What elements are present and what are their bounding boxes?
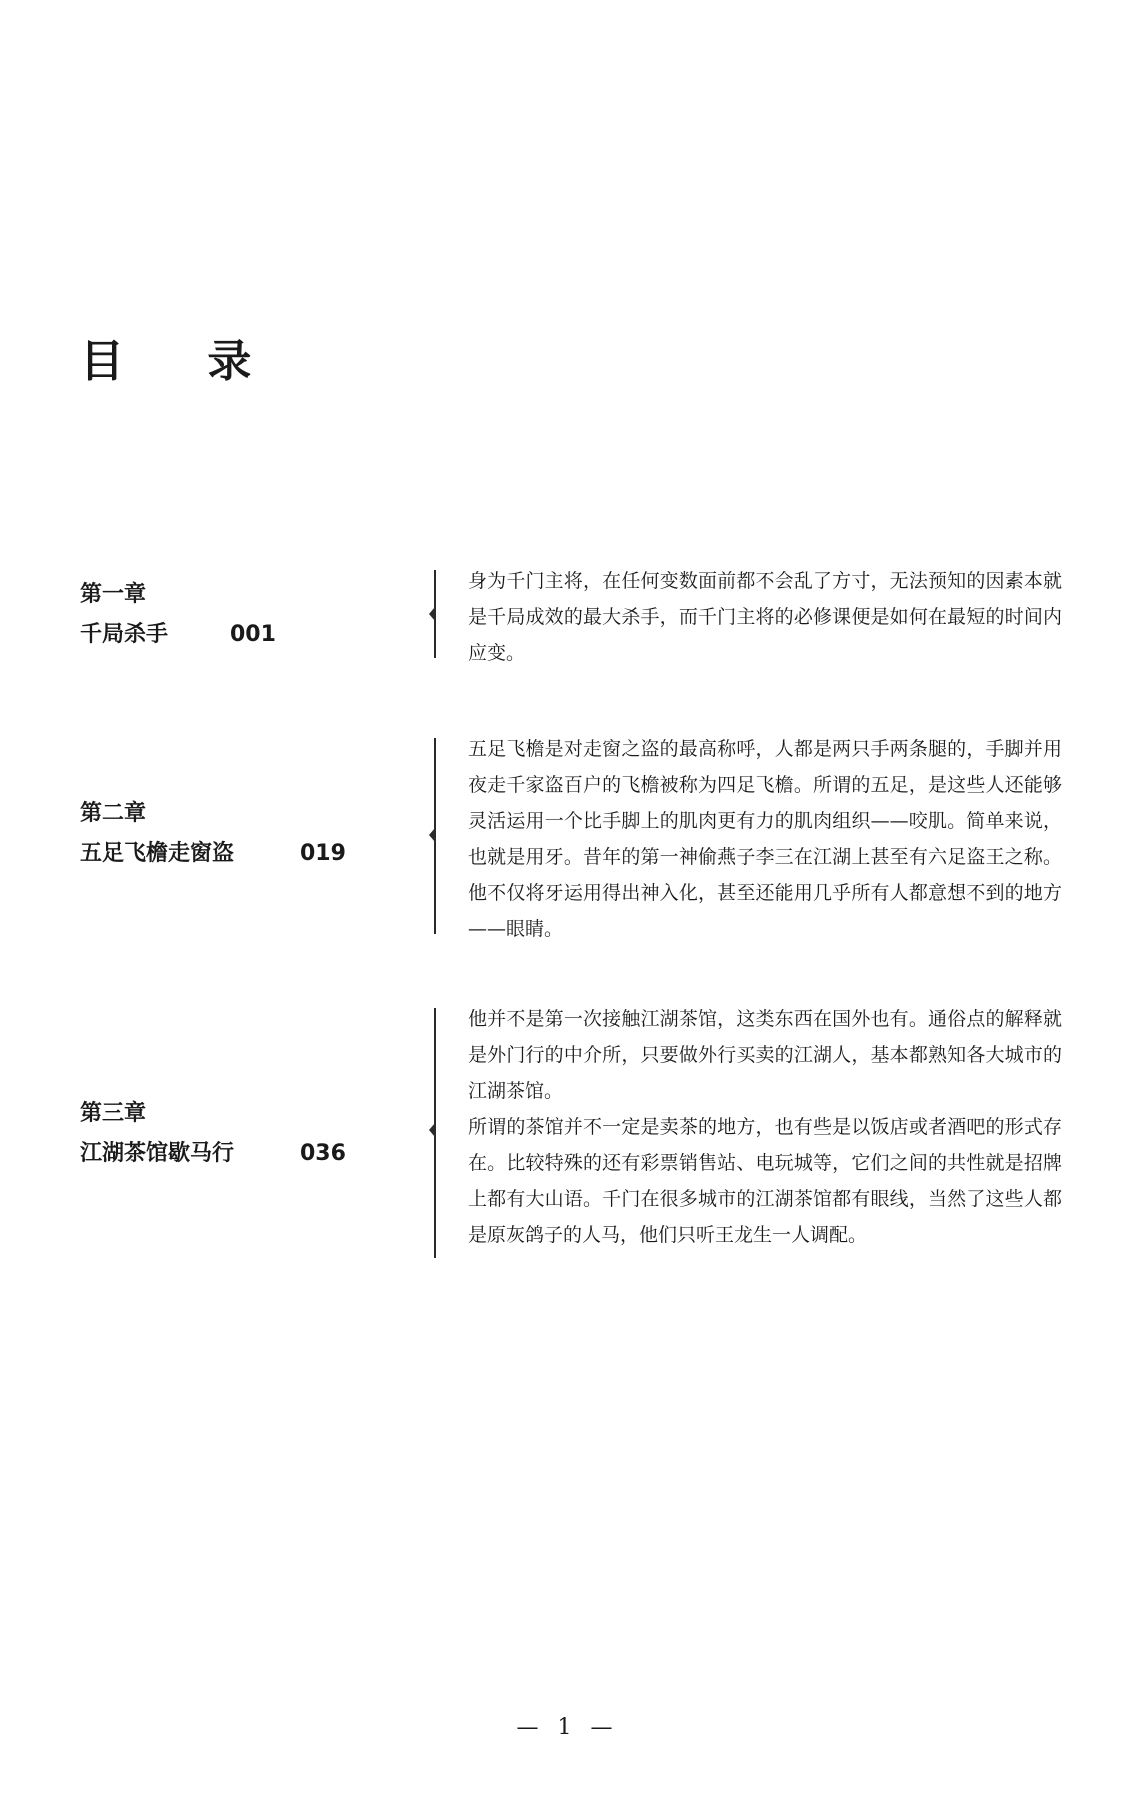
chapter-summary bbox=[468, 563, 1062, 671]
divider-notch bbox=[429, 828, 435, 842]
chapter-title-row bbox=[80, 624, 380, 646]
chapter-number: 第二章 bbox=[80, 801, 147, 826]
chapter-number: 第一章 bbox=[80, 582, 147, 607]
chapter-heading bbox=[80, 584, 380, 646]
chapter-title-row bbox=[80, 843, 380, 865]
chapter-title-row bbox=[80, 1143, 380, 1165]
page-title: 目 录 bbox=[80, 336, 286, 387]
chapter-summary bbox=[468, 1001, 1062, 1253]
chapter-heading bbox=[80, 803, 380, 865]
chapter-page-number: 001 bbox=[230, 622, 276, 647]
chapter-number: 第三章 bbox=[80, 1101, 147, 1126]
chapter-divider bbox=[434, 1008, 436, 1258]
chapter-name: 五足飞檐走窗盗 bbox=[80, 841, 235, 866]
chapter-page-number: 019 bbox=[300, 841, 346, 866]
chapter-heading bbox=[80, 1103, 380, 1165]
divider-notch bbox=[429, 1123, 435, 1137]
summary-paragraph: 所谓的茶馆并不一定是卖茶的地方，也有些是以饭店或者酒吧的形式存在。比较特殊的还有彩票销售站、电玩城等，它们之间的共性就是招牌上都有大山语。千门在很多城市的江湖茶馆都有眼线，当然了这些人都是原灰鸽子的人马，他们只听王龙生一人调配。 bbox=[468, 1116, 1062, 1246]
summary-paragraph: 他并不是第一次接触江湖茶馆，这类东西在国外也有。通俗点的解释就是外门行的中介所，只要做外行买卖的江湖人，基本都熟知各大城市的江湖茶馆。 bbox=[468, 1008, 1062, 1102]
summary-paragraph: 身为千门主将，在任何变数面前都不会乱了方寸，无法预知的因素本就是千局成效的最大杀手，而千门主将的必修课便是如何在最短的时间内应变。 bbox=[468, 570, 1062, 664]
chapter-summary bbox=[468, 731, 1062, 947]
chapter-divider bbox=[434, 570, 436, 658]
chapter-divider bbox=[434, 738, 436, 934]
chapter-name: 江湖茶馆歇马行 bbox=[80, 1141, 235, 1166]
page-number: — 1 — bbox=[516, 1715, 619, 1740]
chapter-page-number: 036 bbox=[300, 1141, 346, 1166]
summary-paragraph: 五足飞檐是对走窗之盗的最高称呼，人都是两只手两条腿的，手脚并用夜走千家盗百户的飞檐被称为四足飞檐。所谓的五足，是这些人还能够灵活运用一个比手脚上的肌肉更有力的肌肉组织——咬肌。简单来说，也就是用牙。昔年的第一神偷燕子李三在江湖上甚至有六足盗王之称。他不仅将牙运用得出神入化，甚至还能用几乎所有人都意想不到的地方——眼睛。 bbox=[468, 738, 1062, 940]
divider-notch bbox=[429, 607, 435, 621]
chapter-name: 千局杀手 bbox=[80, 622, 169, 647]
